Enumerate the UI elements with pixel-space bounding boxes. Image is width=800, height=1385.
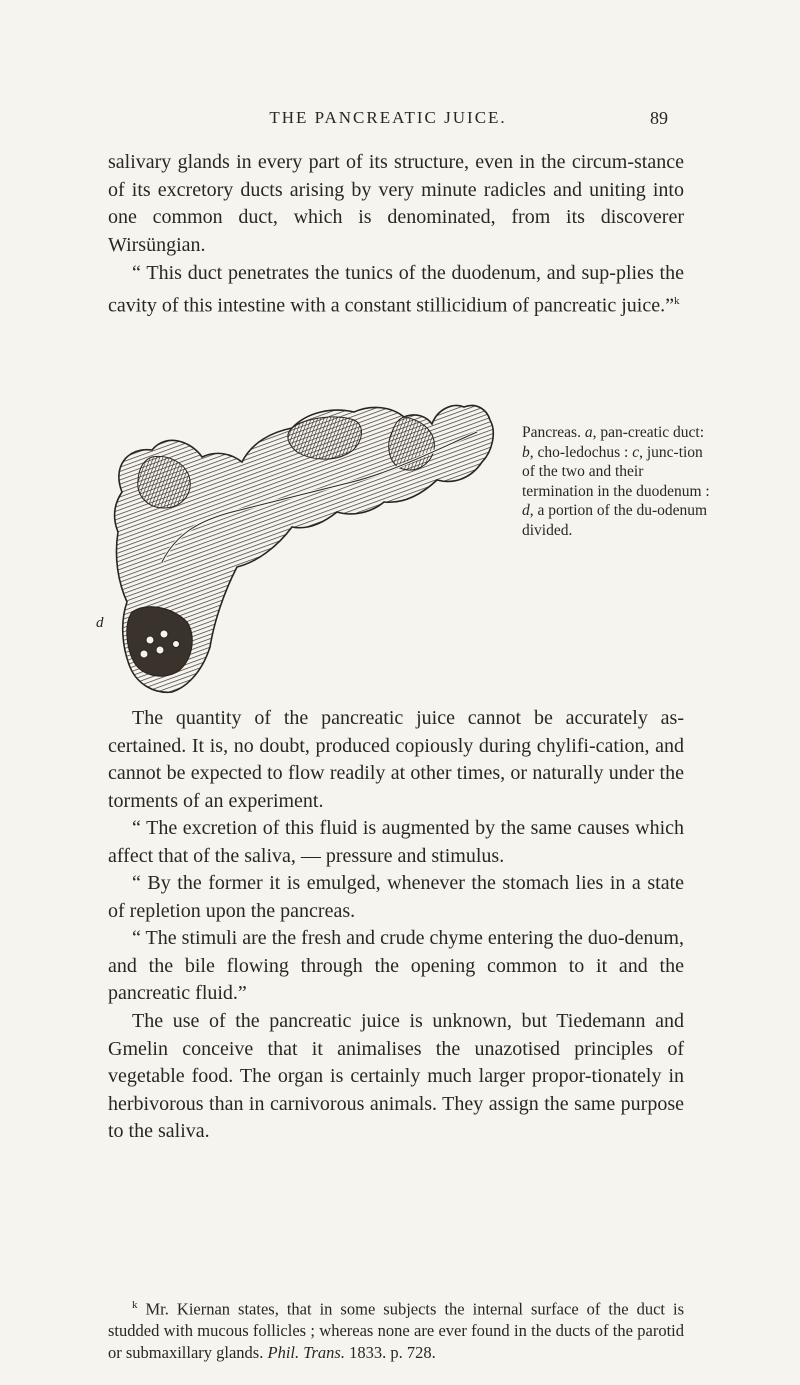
footnote-reference: k	[673, 294, 680, 307]
caption-text-3: , cho-ledochus :	[529, 443, 633, 461]
paragraph-5: “ By the former it is emulged, whenever the stomach lies in a state of repletion upon the pancreas.	[108, 872, 684, 922]
pancreas-illustration	[92, 362, 512, 700]
paragraph-3: The quantity of the pancreatic juice cannot be accurately as-certained. It is, no doubt, produced copiously during chylifi-cation, and cannot be expected to flow readily at other times, or naturally under the torments of an experiment.	[108, 707, 684, 812]
caption-text-5: , a portion of the du-odenum divided.	[522, 502, 708, 539]
caption-text-2: , pan-creatic duct:	[592, 424, 705, 441]
footnote-mark: k	[132, 1299, 138, 1311]
footnote-text-2: 1833. p. 728.	[344, 1342, 436, 1362]
caption-letter-b: b	[522, 443, 530, 461]
footnote-source: Phil. Trans.	[267, 1342, 345, 1362]
footnote-text-1: Mr. Kiernan states, that in some subjects the internal surface of the duct is studded with mucous follicles ; whereas none are ever found in the ducts of the parotid or submaxillary glands.	[108, 1299, 684, 1362]
paragraph-2	[108, 260, 684, 320]
paragraph-1: salivary glands in every part of its structure, even in the circum-stance of its excretory ducts arising by very minute radicles and uniting into one common duct, which is denominated, from its discoverer Wirsüngian.	[108, 151, 684, 256]
caption-letter-a: a	[584, 424, 593, 441]
running-head: THE PANCREATIC JUICE.	[269, 108, 507, 127]
duodenum-orifice	[156, 646, 164, 654]
duodenum-orifice	[173, 641, 180, 648]
caption-letter-d: d	[522, 502, 530, 519]
page-header	[108, 108, 668, 134]
duodenum-orifice	[140, 650, 148, 658]
paragraph-6: “ The stimuli are the fresh and crude chyme entering the duo-denum, and the bile flowing through the opening common to it and the pancreatic fluid.”	[108, 927, 684, 1004]
paragraph-7: The use of the pancreatic juice is unknown, but Tiedemann and Gmelin conceive that it animalises the unazotised principles of vegetable food. The organ is certainly much larger propor-tionately in herbivorous than in carnivorous animals. They assign the same purpose to the saliva.	[108, 1010, 684, 1142]
pancreas-engraving	[92, 362, 512, 700]
figure-caption	[522, 423, 712, 540]
page-number: 89	[650, 108, 668, 128]
duodenum-portion	[127, 607, 192, 676]
paragraph-2-text: “ This duct penetrates the tunics of the duodenum, and sup-plies the cavity of this intestine with a constant stillicidium of pancreatic juice.”	[108, 262, 684, 317]
caption-letter-c: c	[632, 443, 640, 461]
duodenum-orifice	[146, 636, 154, 644]
figure-label-d: d	[96, 615, 104, 631]
caption-text-1: Pancreas.	[522, 424, 585, 441]
duodenum-orifice	[160, 630, 168, 638]
paragraph-4: “ The excretion of this fluid is augmented by the same causes which affect that of the saliva, — pressure and stimulus.	[108, 817, 684, 867]
caption-text-4: , junc-tion of the two and their termination in the duodenum :	[522, 443, 710, 500]
footnote	[108, 1295, 684, 1363]
